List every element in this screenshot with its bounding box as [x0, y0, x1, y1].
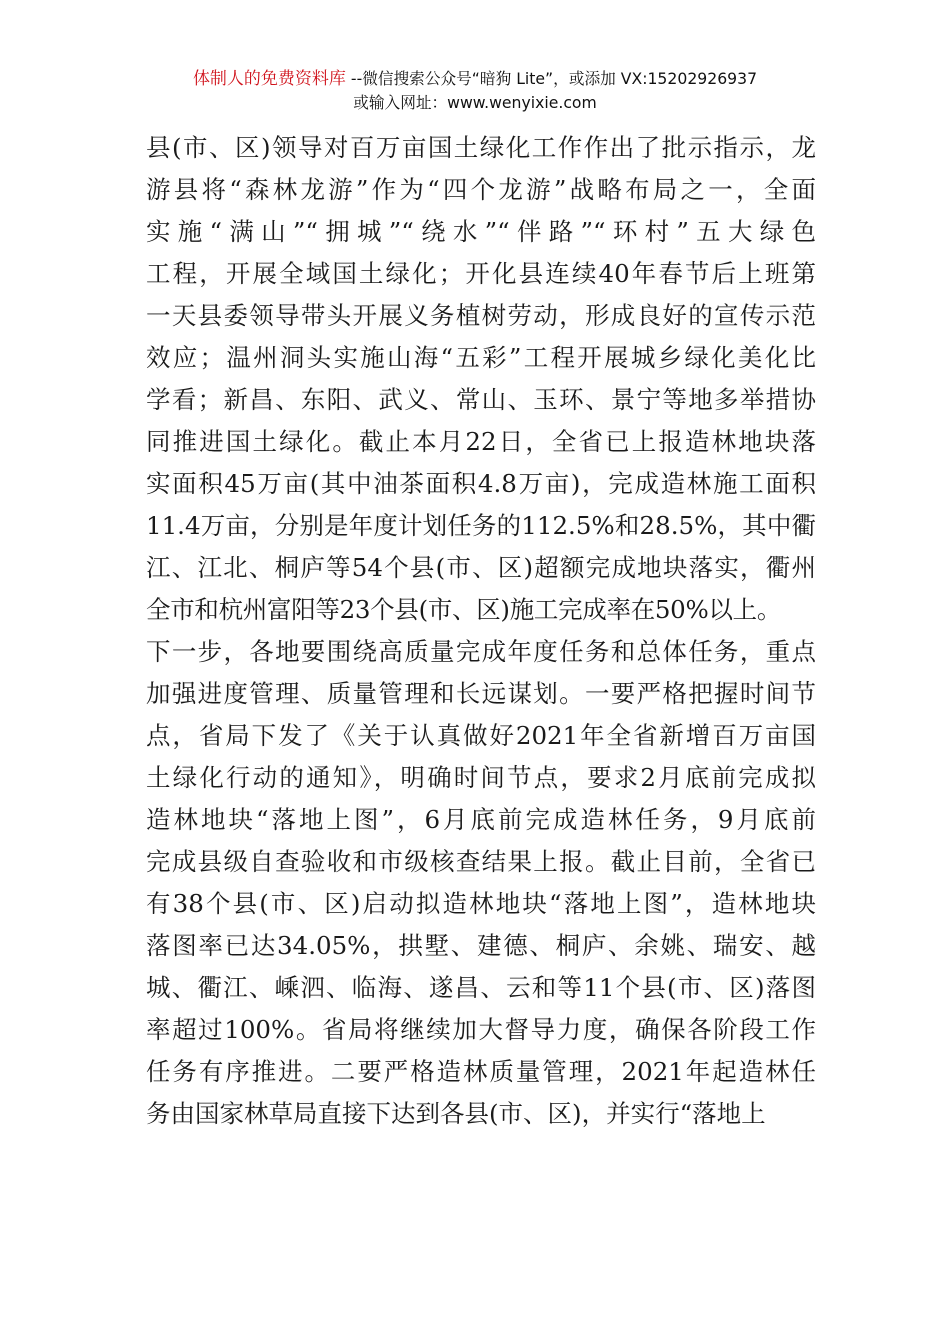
- text-line: 实面积45万亩(其中油茶面积4.8万亩)，完成造林施工面积: [146, 469, 816, 498]
- text-line: 有38个县(市、区)启动拟造林地块“落地上图”，造林地块: [146, 889, 816, 918]
- text-line: 11.4万亩，分别是年度计划任务的112.5%和28.5%，其中衢: [146, 511, 816, 540]
- header-banner: [0, 68, 950, 114]
- text-line: 土绿化行动的通知》，明确时间节点，要求2月底前完成拟: [146, 763, 816, 792]
- text-line: 实施“满山”“拥城”“绕水”“伴路”“环村”五大绿色: [146, 217, 816, 246]
- header-line-1: [0, 68, 950, 90]
- text-line: 下一步，各地要围绕高质量完成年度任务和总体任务，重点: [146, 637, 816, 666]
- text-line: 率超过100%。省局将继续加大督导力度，确保各阶段工作: [146, 1015, 816, 1044]
- header-contact: --微信搜索公众号“暗狗 Lite”，或添加 VX:15202926937: [345, 69, 758, 88]
- text-line: 游县将“森林龙游”作为“四个龙游”战略布局之一，全面: [146, 175, 816, 204]
- text-line: 县(市、区)领导对百万亩国土绿化工作作出了批示指示，龙: [146, 133, 816, 162]
- text-line: 全市和杭州富阳等23个县(市、区)施工完成率在50%以上。: [146, 595, 782, 624]
- text-line: 落图率已达34.05%，拱墅、建德、桐庐、余姚、瑞安、越: [146, 931, 816, 960]
- document-body: [146, 127, 816, 1135]
- text-line: 江、江北、桐庐等54个县(市、区)超额完成地块落实，衢州: [146, 553, 816, 582]
- text-line: 造林地块“落地上图”，6月底前完成造林任务，9月底前: [146, 805, 816, 834]
- text-line: 务由国家林草局直接下达到各县(市、区)，并实行“落地上: [146, 1099, 766, 1128]
- text-line: 点，省局下发了《关于认真做好2021年全省新增百万亩国: [146, 721, 816, 750]
- text-line: 加强进度管理、质量管理和长远谋划。一要严格把握时间节: [146, 679, 816, 708]
- header-brand: 体制人的免费资料库: [192, 69, 346, 89]
- text-line: 学看；新昌、东阳、武义、常山、玉环、景宁等地多举措协: [146, 385, 816, 414]
- text-line: 完成县级自查验收和市级核查结果上报。截止目前，全省已: [146, 847, 816, 876]
- text-line: 一天县委领导带头开展义务植树劳动，形成良好的宣传示范: [146, 301, 816, 330]
- text-line: 效应；温州洞头实施山海“五彩”工程开展城乡绿化美化比: [146, 343, 816, 372]
- text-line: 城、衢江、嵊泗、临海、遂昌、云和等11个县(市、区)落图: [146, 973, 816, 1002]
- text-line: 同推进国土绿化。截止本月22日，全省已上报造林地块落: [146, 427, 816, 456]
- header-website: 或输入网址：www.wenyixie.com: [353, 93, 597, 112]
- text-line: 工程，开展全域国土绿化；开化县连续40年春节后上班第: [146, 259, 816, 288]
- text-line: 任务有序推进。二要严格造林质量管理，2021年起造林任: [146, 1057, 816, 1086]
